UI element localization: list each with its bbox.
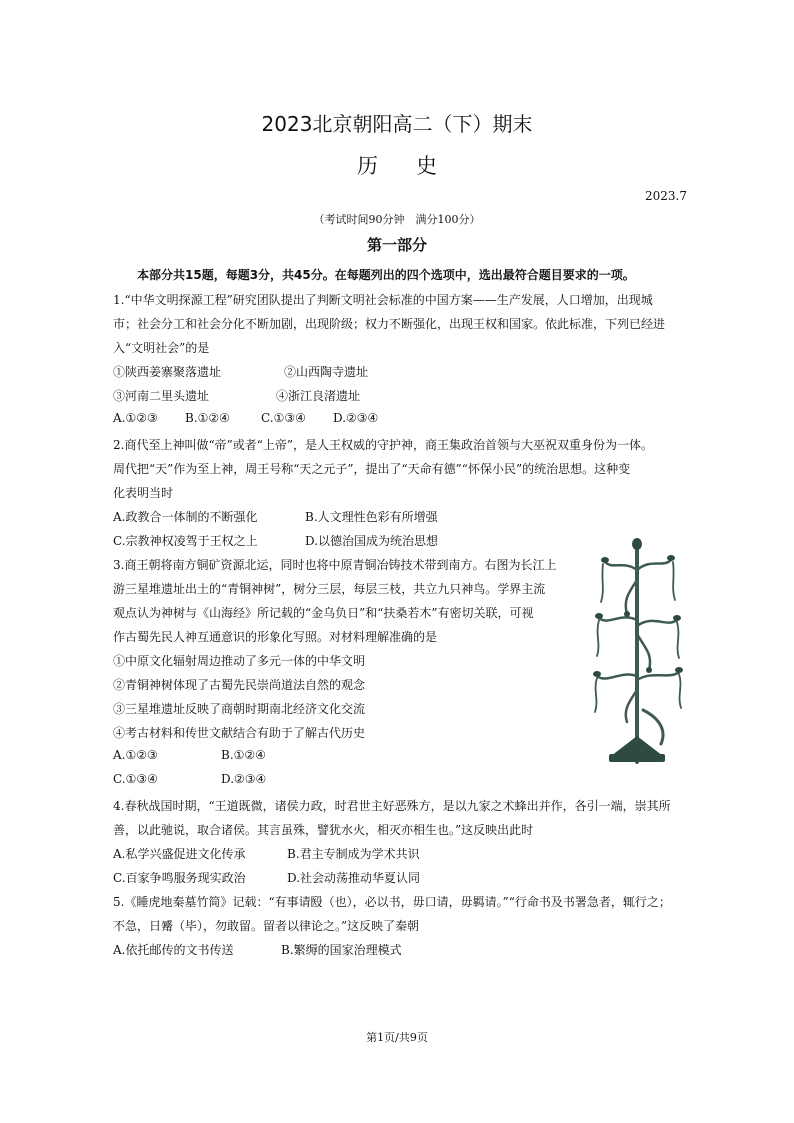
q1-item-2: ②山西陶寺遗址: [284, 365, 369, 379]
q2-stem-line-1: 2.商代至上神叫做“帝”或者“上帝”，是人王权威的守护神，商王集政治首领与大巫祝双重身份为一体。: [113, 438, 653, 452]
q1-item-4: ④浙江良渚遗址: [276, 389, 361, 403]
q3-option-c: C.①③④: [113, 772, 158, 786]
exam-date: 2023.7: [645, 189, 687, 203]
q4-option-a: A.私学兴盛促进文化传承: [113, 847, 246, 861]
part-instructions: 本部分共15题，每题3分，共45分。在每题列出的四个选项中，选出最符合题目要求的一项。: [137, 268, 635, 282]
q1-option-d: D.②③④: [333, 411, 379, 425]
q2-option-a: A.政教合一体制的不断强化: [113, 510, 258, 524]
q5-stem-line-1: 5.《睡虎地秦墓竹简》记载：“有事请殹（也），必以书，毋口请，毋羁请。”“行命书及书署急者，辄行之；: [113, 895, 671, 909]
q2-stem-line-3: 化表明当时: [113, 486, 174, 500]
exam-time-note: （考试时间90分钟 满分100分）: [313, 213, 481, 226]
q1-item-3: ③河南二里头遗址: [113, 389, 210, 403]
q4-option-b: B.君主专制成为学术共识: [287, 847, 420, 861]
q1-option-b: B.①②④: [185, 411, 230, 425]
q1-stem-line-1: 1.“中华文明探源工程”研究团队提出了判断文明社会标准的中国方案——生产发展，人口增加，出现城: [113, 293, 653, 307]
page-number: 第1页/共9页: [366, 1031, 428, 1044]
q4-stem-line-2: 善，以此驰说，取合诸侯。其言虽殊，譬犹水火，相灭亦相生也。”这反映出此时: [113, 823, 534, 837]
q3-item-4: ④考古材料和传世文献结合有助于了解古代历史: [113, 726, 366, 740]
q2-option-b: B.人文理性色彩有所增强: [305, 510, 438, 524]
q2-stem-line-2: 周代把“天”作为至上神，周王号称“天之元子”，提出了“天命有德”“怀保小民”的统治思想。这种变: [113, 462, 631, 476]
q3-stem-line-1: 3.商王朝将南方铜矿资源北运，同时也将中原青铜冶铸技术带到南方。右图为长江上: [113, 558, 557, 572]
q4-stem-line-1: 4.春秋战国时期，“王道既微，诸侯力政，时君世主好恶殊方，是以九家之术蜂出并作，各引一端，崇其所: [113, 799, 671, 813]
q1-option-c: C.①③④: [261, 411, 306, 425]
bronze-sacred-tree-image: [583, 530, 693, 768]
q1-stem-line-2: 市；社会分工和社会分化不断加剧，出现阶级；权力不断强化，出现王权和国家。依此标准，下列已经进: [113, 317, 666, 331]
q3-item-3: ③三星堆遗址反映了商朝时期南北经济文化交流: [113, 702, 366, 716]
q5-option-a: A.依托邮传的文书传送: [113, 943, 234, 957]
q5-option-b: B.繁缛的国家治理模式: [281, 943, 402, 957]
q2-option-d: D.以德治国成为统治思想: [305, 534, 439, 548]
q3-option-d: D.②③④: [221, 772, 267, 786]
q4-option-c: C.百家争鸣服务现实政治: [113, 871, 246, 885]
q3-item-2: ②青铜神树体现了古蜀先民崇尚道法自然的观念: [113, 678, 366, 692]
q4-option-d: D.社会动荡推动华夏认同: [287, 871, 421, 885]
q5-stem-line-2: 不急，日觱（毕），勿敢留。留者以律论之。”这反映了秦朝: [113, 919, 420, 933]
q1-option-a: A.①②③: [113, 411, 158, 425]
q3-option-b: B.①②④: [221, 748, 266, 762]
q3-item-1: ①中原文化辐射周边推动了多元一体的中华文明: [113, 654, 366, 668]
q3-option-a: A.①②③: [113, 748, 158, 762]
subject-heading: 历史: [357, 154, 475, 178]
q3-stem-line-3: 观点认为神树与《山海经》所记载的“金乌负日”和“扶桑若木”有密切关联，可视: [113, 606, 534, 620]
part-heading: 第一部分: [366, 236, 427, 254]
q1-item-1: ①陕西姜寨聚落遗址: [113, 365, 222, 379]
q2-option-c: C.宗教神权凌驾于王权之上: [113, 534, 258, 548]
page-title: 2023北京朝阳高二（下）期末: [261, 112, 533, 136]
q3-stem-line-4: 作古蜀先民人神互通意识的形象化写照。对材料理解准确的是: [113, 630, 438, 644]
q3-stem-line-2: 游三星堆遗址出土的“青铜神树”，树分三层，每层三枝，共立九只神鸟。学界主流: [113, 582, 546, 596]
q1-stem-line-3: 入“文明社会”的是: [113, 341, 210, 355]
